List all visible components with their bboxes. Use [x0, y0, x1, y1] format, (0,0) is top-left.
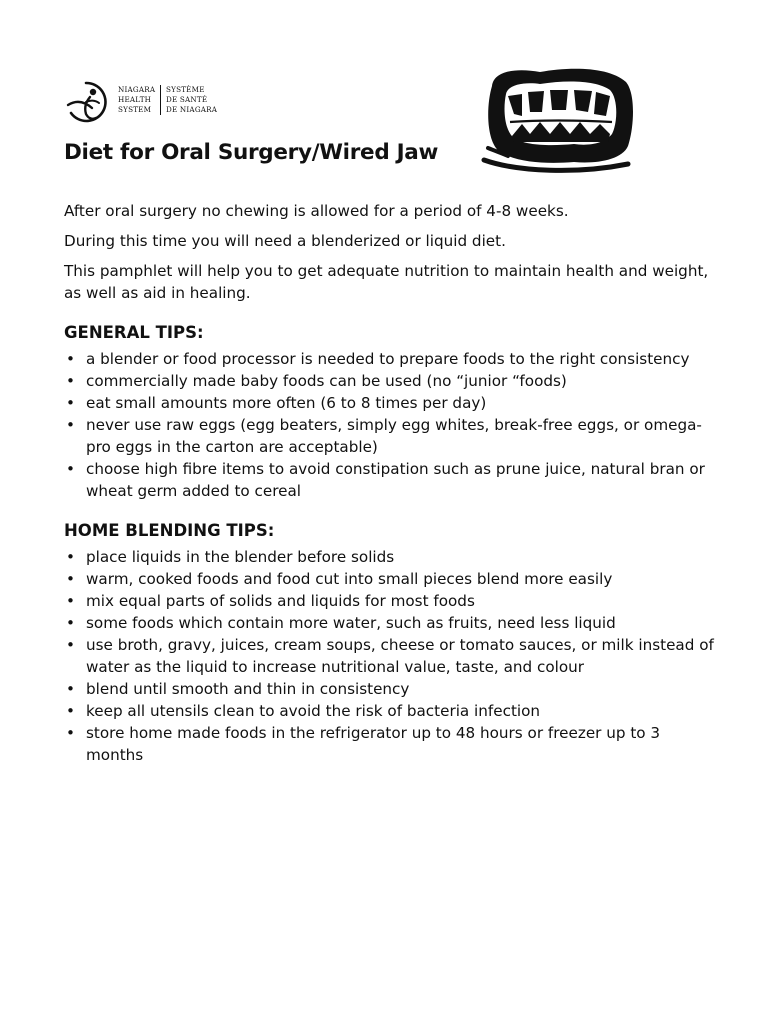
list-item: • blend until smooth and thin in consistency — [64, 678, 714, 700]
list-item: • commercially made baby foods can be used (no “junior “foods) — [64, 370, 714, 392]
intro-paragraph: During this time you will need a blenderized or liquid diet. — [64, 232, 506, 250]
logo-divider — [160, 85, 161, 115]
list-item: • keep all utensils clean to avoid the risk of bacteria infection — [64, 700, 714, 722]
general-tips-heading: GENERAL TIPS: — [64, 323, 204, 342]
general-tips-list — [64, 348, 714, 502]
niagara-health-logo — [62, 78, 232, 130]
logo-french-name — [166, 85, 217, 115]
logo-english-name — [118, 85, 155, 115]
list-item: • never use raw eggs (egg beaters, simply egg whites, break-free eggs, or omega-pro eggs in the carton are acceptable) — [64, 414, 714, 458]
home-blending-tips-heading: HOME BLENDING TIPS: — [64, 521, 275, 540]
list-item: • store home made foods in the refrigerator up to 48 hours or freezer up to 3 months — [64, 722, 714, 766]
intro-paragraph: This pamphlet will help you to get adequate nutrition to maintain health and weight, as well as aid in healing. — [64, 262, 709, 302]
wired-jaw-teeth-icon — [478, 64, 638, 174]
logo-french-line-1: SYSTÈME — [166, 85, 205, 94]
intro-paragraph: After oral surgery no chewing is allowed for a period of 4-8 weeks. — [64, 202, 569, 220]
document-body — [64, 200, 714, 766]
list-item: • a blender or food processor is needed to prepare foods to the right consistency — [64, 348, 714, 370]
logo-french-line-3: DE NIAGARA — [166, 105, 218, 114]
list-item: • mix equal parts of solids and liquids for most foods — [64, 590, 714, 612]
list-item: • eat small amounts more often (6 to 8 times per day) — [64, 392, 714, 414]
page-title: Diet for Oral Surgery/Wired Jaw — [64, 140, 439, 165]
list-item: • choose high fibre items to avoid constipation such as prune juice, natural bran or wheat germ added to cereal — [64, 458, 714, 502]
niagara-health-logo-icon — [62, 78, 110, 126]
logo-english-line-3: SYSTEM — [118, 105, 152, 114]
logo-english-line-2: HEALTH — [118, 95, 152, 104]
home-blending-tips-list — [64, 546, 714, 766]
list-item: • warm, cooked foods and food cut into small pieces blend more easily — [64, 568, 714, 590]
logo-english-line-1: NIAGARA — [118, 85, 156, 94]
list-item: • place liquids in the blender before solids — [64, 546, 714, 568]
list-item: • some foods which contain more water, such as fruits, need less liquid — [64, 612, 714, 634]
list-item: • use broth, gravy, juices, cream soups, cheese or tomato sauces, or milk instead of water as the liquid to increase nutritional value, taste, and colour — [64, 634, 714, 678]
logo-french-line-2: DE SANTÉ — [166, 95, 208, 104]
